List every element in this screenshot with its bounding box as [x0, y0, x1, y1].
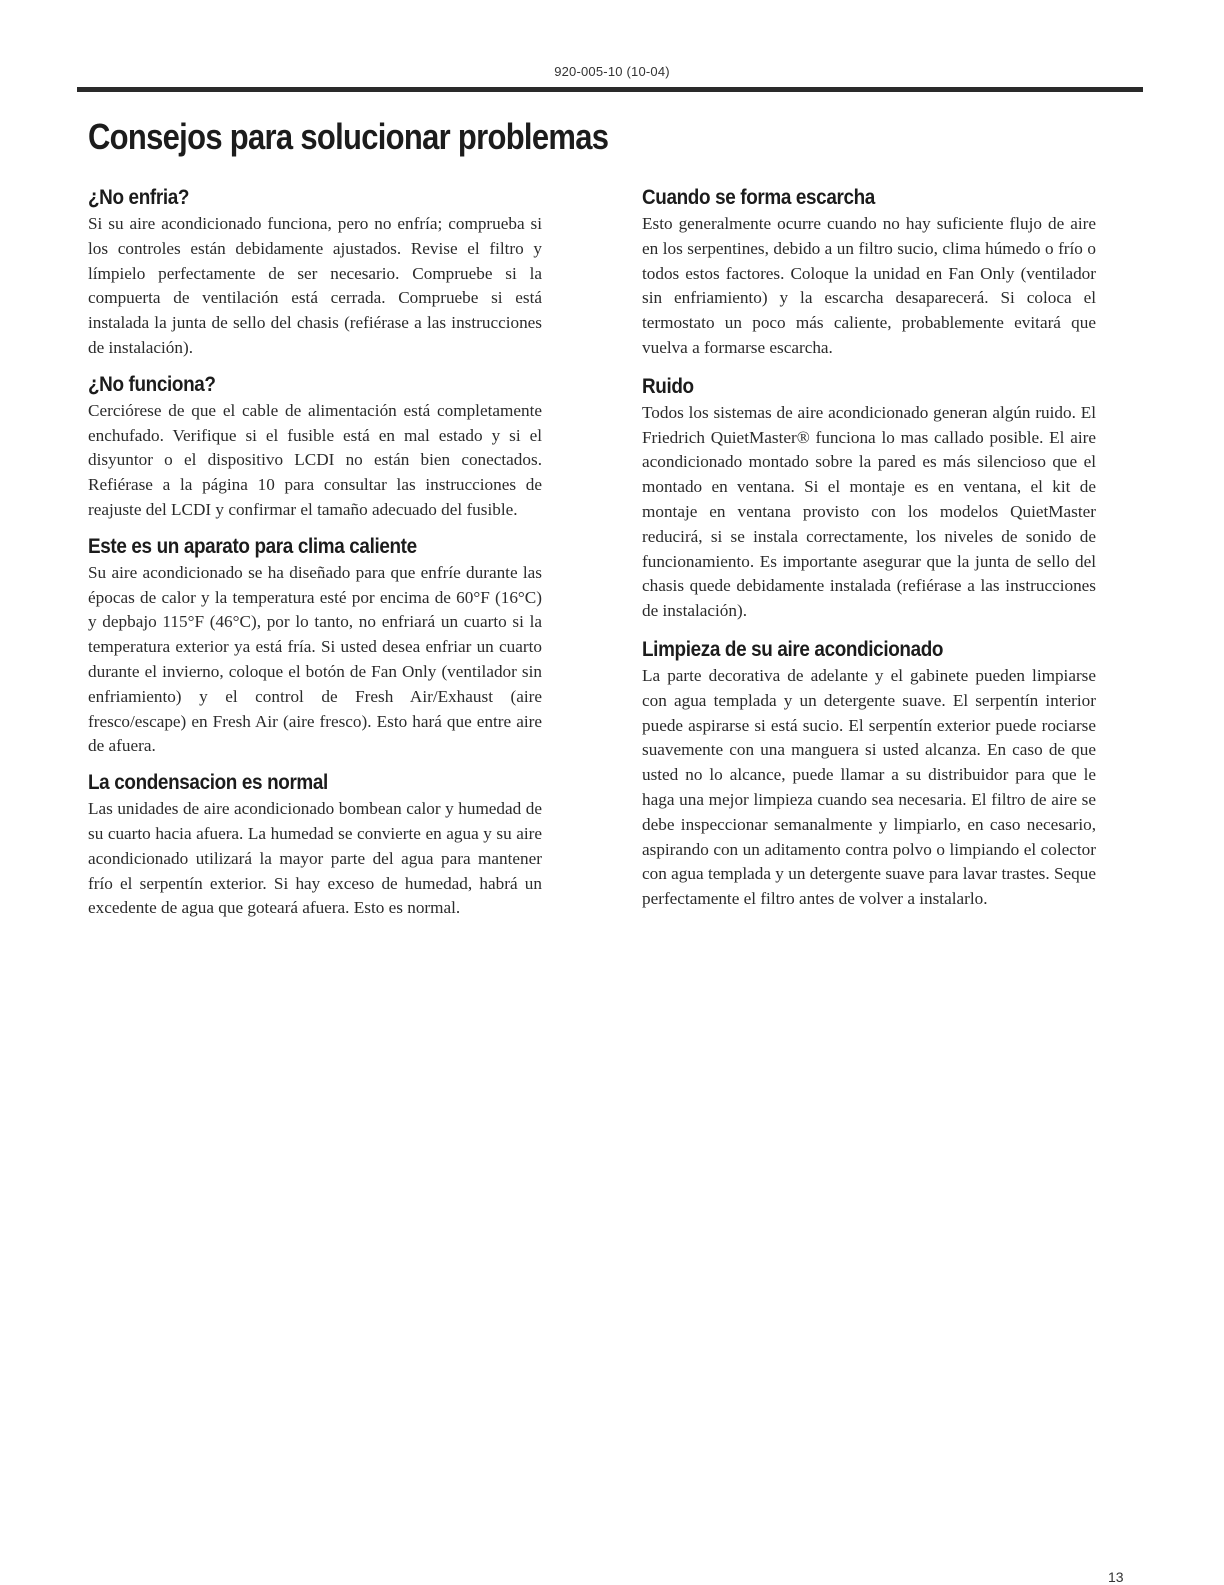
section-body: Las unidades de aire acondicionado bombean calor y humedad de su cuarto hacia afuera. La humedad se convierte en agua y su aire acondicionado utilizará la mayor parte del agua para mantener frío el serpentín exterior. Si hay exceso de humedad, habrá un excedente de agua que goteará afuera. Esto es normal.	[88, 799, 542, 918]
section-body: Todos los sistemas de aire acondicionado generan algún ruido. El Friedrich QuietMaster® funciona lo mas callado posible. El aire acondicionado montado sobre la pared es más silencioso que el montado en ventana. Si el montaje es en ventana, el kit de montaje en ventana provisto con los modelos QuietMaster reducirá, si se instala correctamente, los niveles de sonido de funcionamiento. Es importante asegurar que la junta de sello del chasis quede debidamente instalada (refiérase a las instrucciones de instalación).	[642, 402, 1096, 621]
section-body: Cerciórese de que el cable de alimentación está completamente enchufado. Verifique si el fusible está en mal estado y si el disyuntor o el dispositivo LCDI no están bien conectados. Refiérase a la página 10 para consultar las instrucciones de reajuste del LCDI y confirmar el tamaño adecuado del fusible.	[88, 400, 542, 519]
section-heading: Limpieza de su aire acondicionado	[642, 637, 944, 661]
section-body: Esto generalmente ocurre cuando no hay suficiente flujo de aire en los serpentines, debido a un filtro sucio, clima húmedo o frío o todos estos factores. Coloque la unidad en Fan Only (ventilador sin enfriamiento) y la escarcha desaparecerá. Si coloca el termostato un poco más caliente, probablemente evitará que vuelva a formarse escarcha.	[642, 214, 1096, 357]
document-code: 920-005-10 (10-04)	[554, 64, 670, 79]
section-heading: Este es un aparato para clima caliente	[88, 534, 417, 558]
section-body: Su aire acondicionado se ha diseñado para que enfríe durante las épocas de calor y la temperatura esté por encima de 60°F (16°C) y depbajo 115°F (46°C), por lo tanto, no enfriará un cuarto si la temperatura exterior ya está fría. Si usted desea enfriar un cuarto durante el invierno, coloque el botón de Fan Only (ventilador sin enfriamiento) y el control de Fresh Air/Exhaust (aire fresco/escape) en Fresh Air (aire fresco). Esto hará que entre aire de afuera.	[88, 562, 542, 756]
section-no-enfria	[88, 186, 542, 361]
section-clima-caliente	[88, 535, 542, 759]
section-heading: ¿No enfria?	[88, 186, 190, 209]
section-body: Si su aire acondicionado funciona, pero no enfría; comprueba si los controles están debidamente ajustados. Revise el filtro y límpielo perfectamente de ser necesario. Compruebe si la compuerta de ventilación está cerrada. Compruebe si está instalada la junta de sello del chasis (refiérase a las instrucciones de instalación).	[88, 214, 542, 357]
section-heading: La condensacion es normal	[88, 771, 328, 795]
left-column	[88, 186, 542, 921]
section-heading: ¿No funciona?	[88, 372, 216, 396]
section-heading: Ruido	[642, 374, 694, 398]
section-condensacion	[88, 771, 542, 921]
section-limpieza	[642, 638, 1096, 912]
right-column	[642, 186, 1096, 912]
section-ruido	[642, 375, 1096, 624]
page-number: 13	[1108, 1569, 1124, 1585]
section-no-funciona	[88, 373, 542, 523]
section-escarcha	[642, 186, 1096, 361]
header-rule	[77, 87, 1143, 92]
section-heading: Cuando se forma escarcha	[642, 186, 875, 209]
page-title: Consejos para solucionar problemas	[88, 116, 609, 157]
section-body: La parte decorativa de adelante y el gabinete pueden limpiarse con agua templada y un detergente suave. El serpentín interior puede aspirarse si está sucio. El serpentín exterior puede rociarse suavemente con una manguera si usted alcanza. En caso de que usted no lo alcance, puede llamar a su distribuidor para que le haga una mejor limpieza cuando sea necesaria. El filtro de aire se debe inspeccionar semanalmente y limpiarlo, en caso necesario, aspirando con un aditamento contra polvo o limpiando el colector con agua templada y un detergente suave para lavar trastes. Seque perfectamente el filtro antes de volver a instalarlo.	[642, 665, 1096, 909]
